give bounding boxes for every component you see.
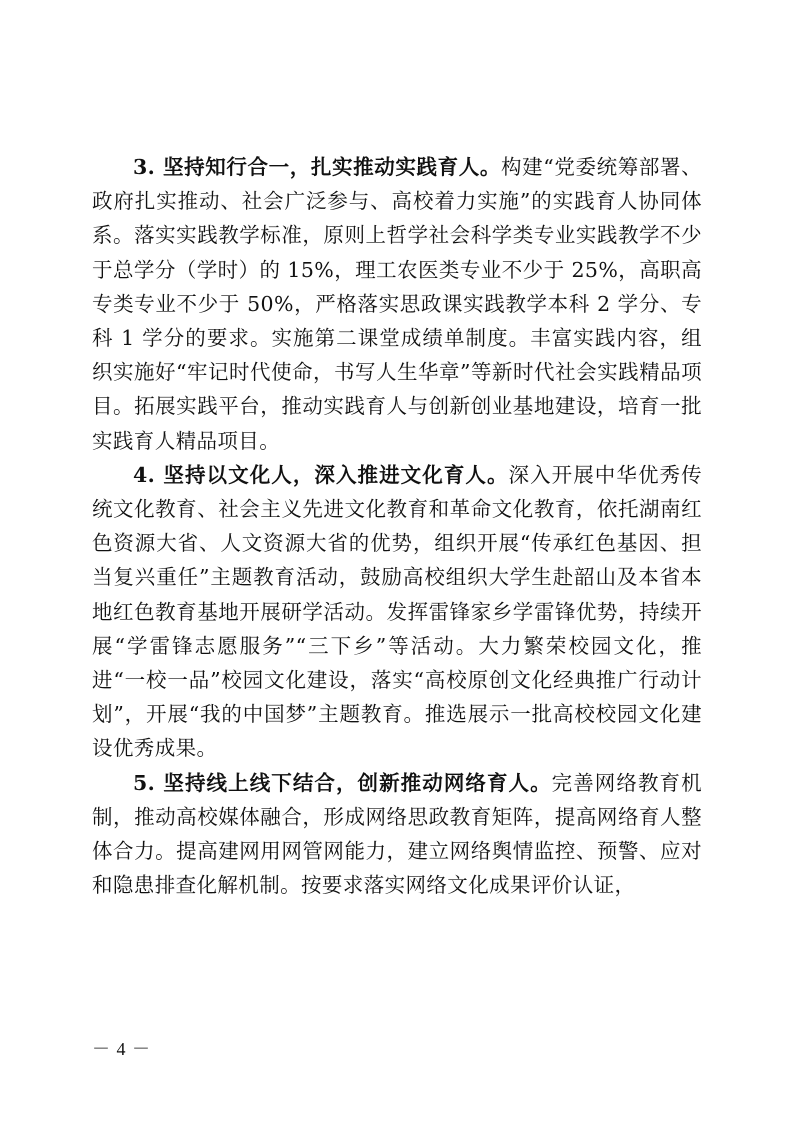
document-body bbox=[92, 150, 702, 902]
paragraph-culture-education bbox=[92, 458, 702, 766]
paragraph-text: 完善网络教育机制，推动高校媒体融合，形成网络思政教育矩阵，提高网络育人整体合力。提高建网用网管网能力，建立网络舆情监控、预警、应对和隐患排查化解机制。按要求落实网络文化成果评价认证， bbox=[92, 770, 702, 898]
paragraph-text: 深入开展中华优秀传统文化教育、社会主义先进文化教育和革命文化教育，依托湖南红色资源大省、人文资源大省的优势，组织开展“传承红色基因、担当复兴重任”主题教育活动，鼓励高校组织大学生赴韶山及本省本地红色教育基地开展研学活动。发挥雷锋家乡学雷锋优势，持续开展“学雷锋志愿服务”“三下乡”等活动。大力繁荣校园文化，推进“一校一品”校园文化建设，落实“高校原创文化经典推广行动计划”，开展“我的中国梦”主题教育。推选展示一批高校校园文化建设优秀成果。 bbox=[92, 462, 702, 761]
paragraph-heading: 5. 坚持线上线下结合，创新推动网络育人。 bbox=[133, 770, 552, 795]
page-number: － 4 － bbox=[92, 1039, 151, 1059]
paragraph-heading: 4. 坚持以文化人，深入推进文化育人。 bbox=[133, 462, 509, 487]
paragraph-heading: 3. 坚持知行合一，扎实推动实践育人。 bbox=[133, 155, 501, 179]
paragraph-text: 构建“党委统筹部署、政府扎实推动、社会广泛参与、高校着力实施”的实践育人协同体系。落实实践教学标准，原则上哲学社会科学类专业实践教学不少于总学分（学时）的 15%，理工农医类专业不少于 25%，高职高专类专业不少于 50%，严格落实思政课实践教学本科 2 学分、专科 1 学分的要求。实施第二课堂成绩单制度。丰富实践内容，组织实施好“牢记时代使命，书写人生华章”等新时代社会实践精品项目。拓展实践平台，推动实践育人与创新创业基地建设，培育一批实践育人精品项目。 bbox=[92, 155, 702, 453]
paragraph-practice-education bbox=[92, 150, 702, 458]
paragraph-network-education bbox=[92, 766, 702, 903]
